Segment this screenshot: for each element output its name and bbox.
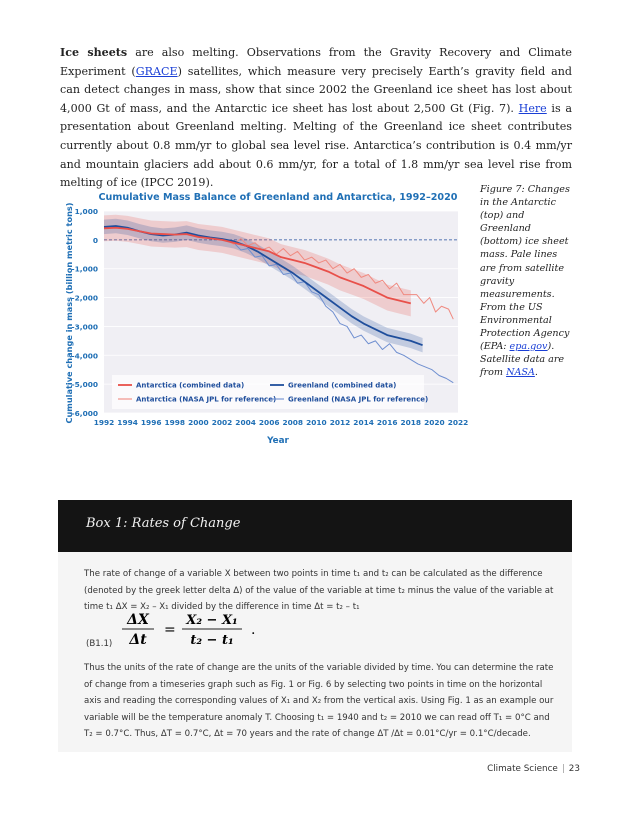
- x-tick-label: 2012: [329, 418, 351, 427]
- eq-rhs-numerator: X₂ − X₁: [186, 613, 238, 628]
- x-tick-label: 2020: [424, 418, 445, 427]
- footer-section: Climate Science: [487, 764, 558, 774]
- eq-rhs-denominator: t₂ − t₁: [190, 633, 234, 648]
- ant-legend-label: Antarctica (combined data): [136, 381, 245, 390]
- chart-title: Cumulative Mass Balance of Greenland and Antarctica, 1992–2020: [98, 192, 458, 203]
- x-tick-label: 1998: [164, 418, 186, 427]
- x-ticks: [94, 418, 468, 427]
- eq-lhs-numerator: ΔX: [127, 612, 149, 628]
- x-tick-label: 2004: [235, 418, 256, 427]
- figure-caption: [480, 183, 575, 379]
- caption-text: Figure 7: Changes in the Antarctic (top) and Greenland (bottom) ice sheet mass. Pale lines are from satellite gravity measurements. From the US Environmental Protection Agency (EPA:: [480, 184, 570, 353]
- grej-legend-label: Greenland (NASA JPL for reference): [288, 395, 429, 404]
- epa-link[interactable]: epa.gov: [509, 341, 548, 353]
- y-ticks: [72, 207, 98, 418]
- x-tick-label: 2000: [188, 418, 209, 427]
- eq-lhs-denominator: Δt: [129, 632, 147, 648]
- equation-label: (B1.1): [86, 639, 113, 649]
- x-axis-label: Year: [267, 436, 289, 445]
- rate-of-change-equation: [112, 608, 292, 652]
- y-tick-label: -2,000: [71, 293, 98, 303]
- x-tick-label: 1996: [140, 418, 162, 427]
- x-tick-label: 2022: [447, 418, 468, 427]
- y-tick-label: -3,000: [71, 322, 98, 332]
- legend: [112, 375, 428, 409]
- legend-background: [112, 375, 424, 409]
- nasa-link[interactable]: NASA: [506, 367, 535, 379]
- box-title: Box 1: Rates of Change: [86, 516, 241, 531]
- x-tick-label: 2006: [258, 418, 280, 427]
- y-tick-label: 0: [92, 235, 98, 245]
- y-tick-label: -1,000: [71, 264, 98, 274]
- x-tick-label: 2008: [282, 418, 304, 427]
- caption-text: .: [534, 367, 538, 379]
- caption-text: ). Satellite data are from: [480, 341, 565, 379]
- x-tick-label: 2010: [306, 418, 327, 427]
- x-tick-label: 1992: [93, 418, 115, 427]
- presentation-link[interactable]: Here: [518, 101, 547, 115]
- y-tick-label: -4,000: [71, 351, 98, 361]
- x-tick-label: 2002: [211, 418, 233, 427]
- intro-paragraph: [60, 44, 572, 193]
- page-number: 23: [568, 764, 580, 774]
- paragraph-text: are also melting. Observations from the Gravity Recovery and Climate Experiment (: [60, 46, 572, 78]
- grace-link[interactable]: GRACE: [135, 64, 178, 78]
- box-header: [58, 500, 572, 552]
- x-tick-label: 1994: [117, 418, 138, 427]
- box-paragraph-1: The rate of change of a variable X between two points in time t₁ and t₂ can be calculated as the difference (denoted by the greek letter delta Δ) of the value of the variable at time t₂ minus the value of the variable at time t₁ ΔX = X₂ – X₁ divided by the difference in time Δt = t₂ – t₁: [84, 569, 554, 613]
- x-tick-label: 2018: [400, 418, 422, 427]
- footer-separator: |: [561, 764, 565, 774]
- gre-legend-label: Greenland (combined data): [288, 381, 397, 390]
- page-footer: [480, 764, 580, 774]
- eq-period: .: [251, 622, 256, 638]
- paragraph-text: is a presentation about Greenland melting. Melting of the Greenland ice sheet contributes currently about 0.8 mm/yr to global sea level rise. Antarctica’s contribution is 0.4 mm/yr and mountain glaciers add about 0.6 mm/yr, for a total of 1.8 mm/yr sea level rise from melting of ice (IPCC 2019).: [60, 101, 572, 190]
- box-paragraph-2: Thus the units of the rate of change are the units of the variable divided by time. You can determine the rate of change from a timeseries graph such as Fig. 1 or Fig. 6 by selecting two points in time on the horizontal axis and reading the corresponding values of X₁ and X₂ from the vertical axis. Using Fig. 1 as an example our variable will be the temperature anomaly T. Choosing t₁ = 1940 and t₂ = 2010 we can read off T₁ = 0°C and T₂ = 0.7°C. Thus, ΔT = 0.7°C, Δt = 70 years and the rate of change ΔT /Δt = 0.01°C/yr = 0.1°C/decade.: [84, 663, 554, 740]
- antj-legend-label: Antarctica (NASA JPL for reference): [136, 395, 277, 404]
- x-tick-label: 2014: [353, 418, 374, 427]
- y-tick-label: 1,000: [74, 207, 98, 216]
- mass-balance-chart: [58, 185, 468, 445]
- paragraph-text: ) satellites, which measure very precisely Earth’s gravity field and can detect changes in mass, show that since 2002 the Greenland ice sheet has lost about 4,000 Gt of mass, and the Antarctic ice sheet has lost about 2,500 Gt (Fig. 7).: [60, 64, 572, 115]
- y-tick-label: -6,000: [71, 409, 98, 418]
- lead-term: Ice sheets: [60, 46, 128, 59]
- figure-7-chart: [58, 185, 468, 445]
- y-tick-label: -5,000: [71, 380, 98, 390]
- eq-equals: =: [164, 622, 176, 638]
- y-axis-label: Cumulative change in mass (billion metric tons): [64, 202, 74, 424]
- x-tick-label: 2016: [376, 418, 398, 427]
- box-body: [58, 552, 572, 752]
